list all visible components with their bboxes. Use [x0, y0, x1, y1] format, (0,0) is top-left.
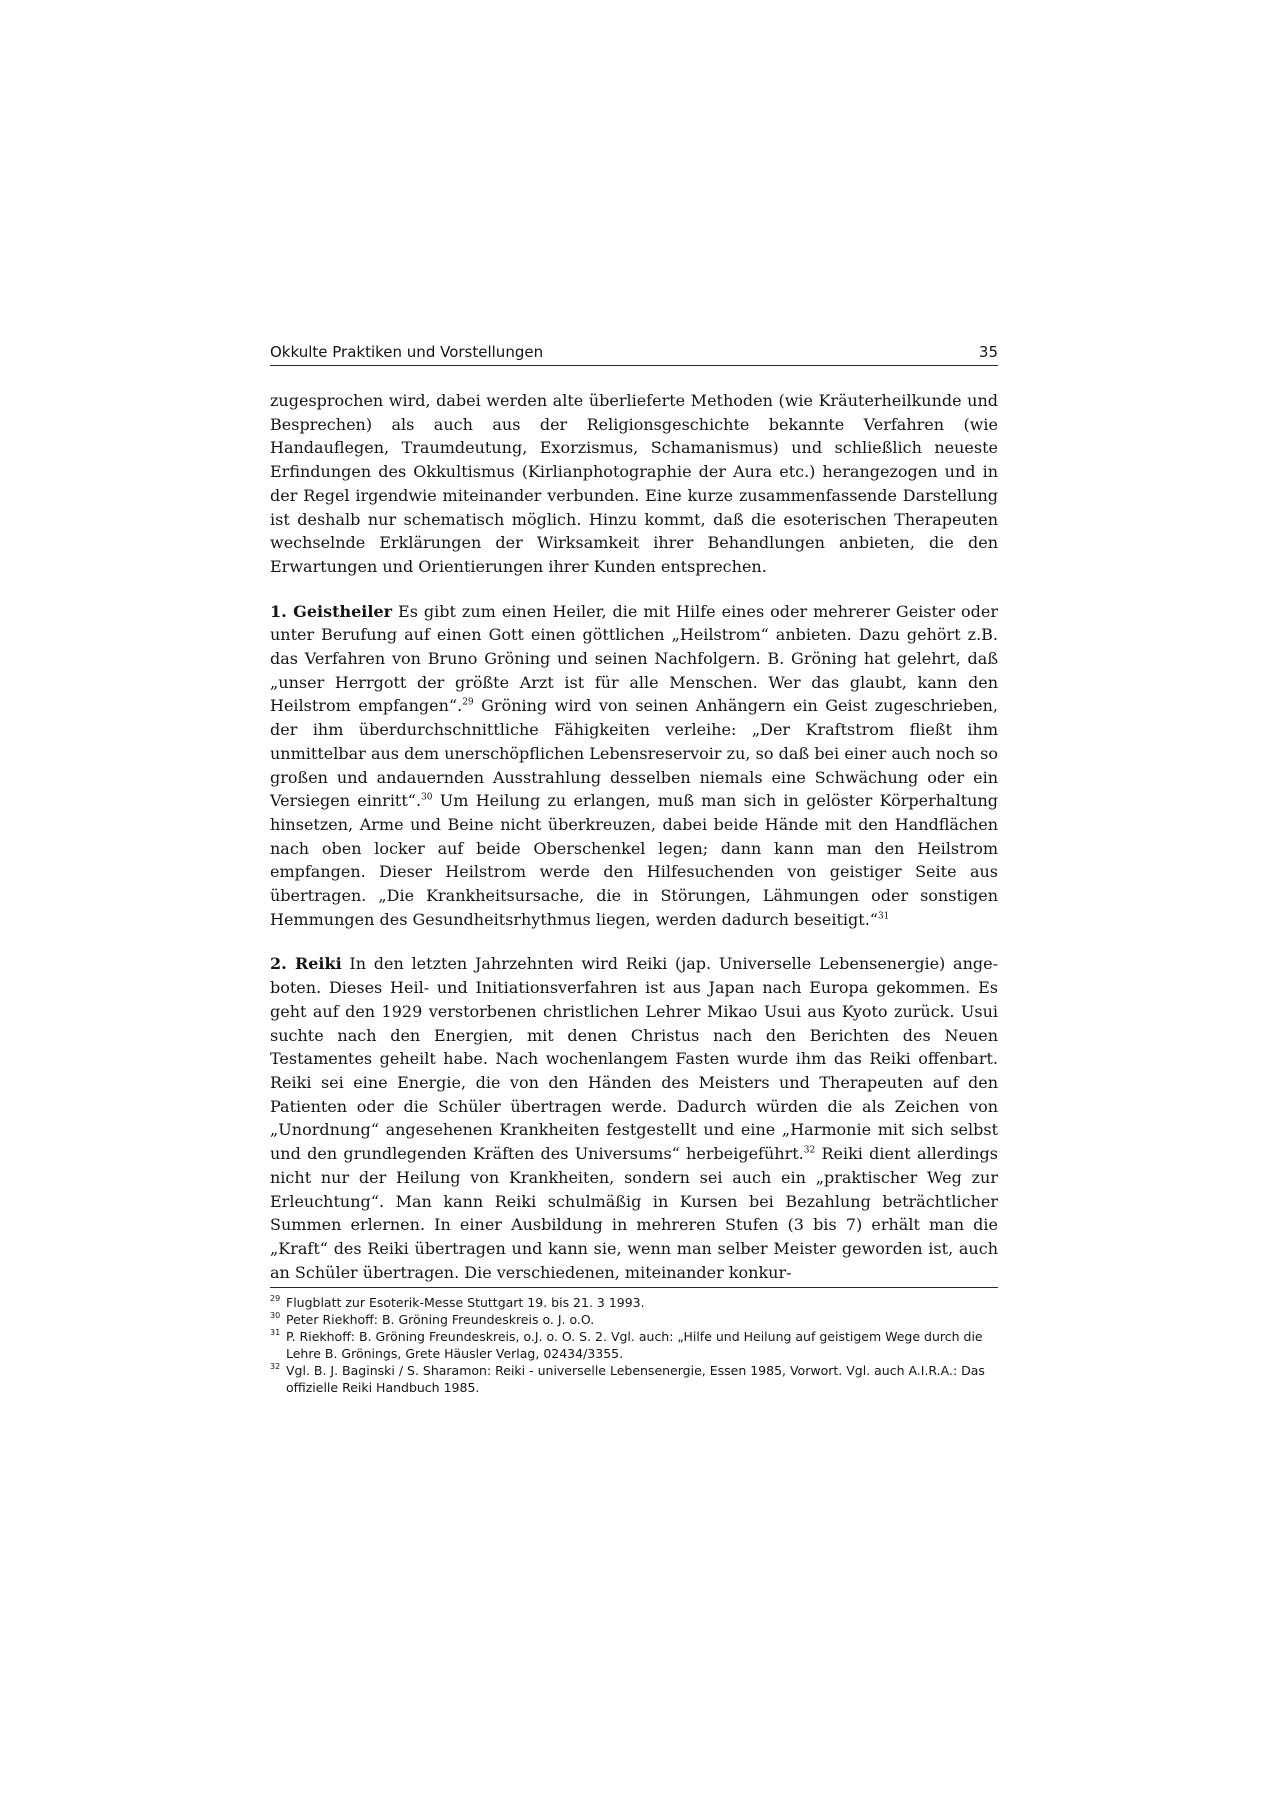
section-text: Gröning wird von seinen Anhängern ein Geist zugeschrieben, der ihm überdurchschnittliche Fähigkeiten verleihe: „Der Kraftstrom fließt ihm unmittelbar aus dem unerschöpflichen Lebensreservoir zu, so daß bei einer auch noch so großen und andauernden Ausstrahlung desselben niemals eine Schwächung oder ein Versiegen einritt“. [270, 696, 999, 811]
footnotes [270, 1287, 998, 1396]
page [270, 343, 998, 1396]
section-text: Es gibt zum einen Heiler, die mit Hilfe eines oder mehrerer Geister oder unter Berufung auf einen Gott einen göttlichen „Heilstrom“ anbieten. Dazu gehört z.B. das Verfahren von Bruno Gröning und seinen Nachfolgern. B. Gröning hat gelehrt, daß „unser Herrgott der größte Arzt ist für alle Menschen. Wer das glaubt, kann den Heilstrom empfangen“. [270, 601, 999, 716]
section-heading-reiki: 2. Reiki [270, 954, 342, 974]
running-header [270, 343, 998, 366]
footnote-number: 29 [270, 1294, 281, 1304]
page-number: 35 [978, 343, 998, 361]
intro-paragraph: zugesprochen wird, dabei werden alte überlieferte Methoden (wie Kräuterheilkunde und Besprechen) als auch aus der Religionsgeschichte bekannte Verfahren (wie Handauflegen, Traumdeutung, Exorzismus, Schamanismus) und schließlich neueste Erfindungen des Okkultismus (Kirlianphotographie der Aura etc.) herangezogen und in der Regel irgendwie miteinander verbunden. Eine kurze zusammenfassende Darstellung ist deshalb nur schematisch möglich. Hinzu kommt, daß die esoterischen Therapeuten wechselnde Erklärungen der Wirksamkeit ihrer Behandlungen anbieten, die den Erwartungen und Orientierungen ihrer Kunden entsprechen. [270, 391, 998, 576]
running-title: Okkulte Praktiken und Vorstellungen [270, 343, 544, 361]
footnote-reference: 29 [462, 698, 474, 709]
section-heading-geistheiler: 1. Geistheiler [270, 601, 393, 621]
footnote-number: 30 [270, 1311, 281, 1321]
footnote-reference: 30 [421, 792, 433, 803]
footnote-number: 32 [270, 1362, 281, 1372]
footnote-reference: 32 [803, 1145, 816, 1156]
footnote [270, 1362, 998, 1396]
footnote-text: Flugblatt zur Esoterik-Messe Stuttgart 19. bis 21. 3 1993. [286, 1295, 645, 1311]
footnote-text: P. Riekhoff: B. Gröning Freundeskreis, o.J. o. O. S. 2. Vgl. auch: „Hilfe und Heilung auf geistigem Wege durch die Lehre B. Grönings, Grete Häusler Verlag, 02434/3355. [286, 1329, 983, 1362]
footnote [270, 1294, 998, 1311]
footnote [270, 1328, 998, 1362]
footnote-number: 31 [270, 1328, 281, 1338]
footnote-text: Peter Riekhoff: B. Gröning Freundeskreis o. J. o.O. [286, 1312, 595, 1328]
section-reiki-paragraph [270, 952, 998, 1284]
footnote-reference: 31 [877, 911, 890, 922]
section-text: Reiki dient allerdings nicht nur der Heilung von Krankheiten, sondern sei auch ein „praktischer Weg zur Erleuchtung“. Man kann Reiki schulmäßig in Kursen bei Bezahlung beträchtlicher Summen erlernen. In einer Ausbildung in mehreren Stufen (3 bis 7) erhält man die „Kraft“ des Reiki übertragen und kann sie, wenn man selber Meister geworden ist, auch an Schüler übertragen. Die verschiedenen, miteinander konkur- [270, 1144, 998, 1282]
section-geistheiler-paragraph [270, 600, 998, 932]
footnote-text: Vgl. B. J. Baginski / S. Sharamon: Reiki - universelle Lebensenergie, Essen 1985, Vorwort. Vgl. auch A.I.R.A.: Das offizielle Reiki Handbuch 1985. [286, 1363, 985, 1396]
section-text: Um Heilung zu erlangen, muß man sich in gelöster Körperhaltung hinsetzen, Arme und Beine nicht überkreuzen, dabei beide Hände mit den Handflächen nach oben locker auf beide Oberschenkel legen; dann kann man den Heilstrom empfangen. Dieser Heilstrom werde den Hilfesuchenden von geistiger Seite aus übertragen. „Die Krankheitsursache, die in Störungen, Lähmungen oder sonstigen Hemmungen des Gesundheitsrhythmus liegen, werden dadurch beseitigt.“ [270, 791, 998, 929]
footnote [270, 1311, 998, 1328]
section-text: In den letzten Jahrzehnten wird Reiki (jap. Universelle Lebensenergie) angeboten. Dieses Heil- und Initiationsverfahren ist aus Japan nach Europa gekommen. Es geht auf den 1929 verstorbenen christlichen Lehrer Mikao Usui aus Kyoto zurück. Usui suchte nach den Energien, mit denen Christus nach den Berichten des Neuen Testamentes geheilt habe. Nach wochenlangem Fasten wurde ihm das Reiki offenbart. Reiki sei eine Energie, die von den Händen des Meisters und Therapeuten auf den Patienten oder die Schüler übertragen werde. Dadurch würden die als Zeichen von „Unordnung“ angesehenen Krankheiten festgestellt und eine „Harmonie mit sich selbst und den grundlegenden Kräften des Universums“ herbeigeführt. [270, 954, 999, 1164]
